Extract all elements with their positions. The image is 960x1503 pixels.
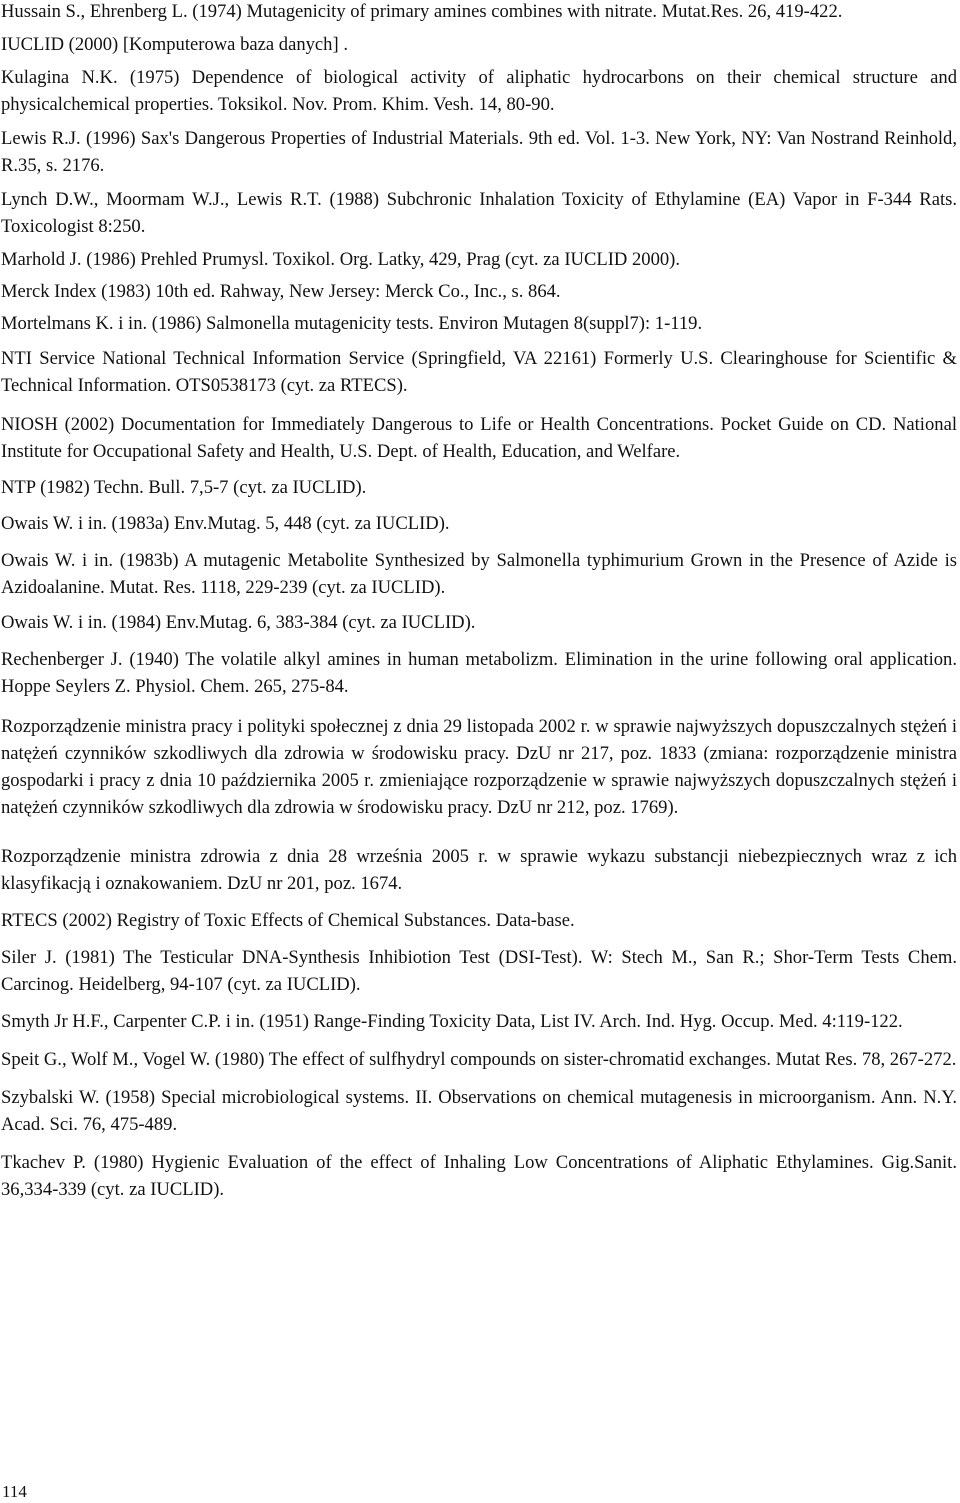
reference-item: IUCLID (2000) [Komputerowa baza danych] . xyxy=(1,34,348,55)
reference-item: NTI Service National Technical Information Service (Springfield, VA 22161) Formerly U.S. Clearinghouse for Scientific & Technical Information. OTS0538173 (cyt. za RTECS). xyxy=(1,348,957,396)
reference-item: RTECS (2002) Registry of Toxic Effects of Chemical Substances. Data-base. xyxy=(1,910,575,931)
reference-item: Mortelmans K. i in. (1986) Salmonella mutagenicity tests. Environ Mutagen 8(suppl7): 1-119. xyxy=(1,313,703,334)
reference-item: Tkachev P. (1980) Hygienic Evaluation of the effect of Inhaling Low Concentrations of Aliphatic Ethylamines. Gig.Sanit. 36,334-339 (cyt. za IUCLID). xyxy=(1,1152,957,1200)
reference-item: Rozporządzenie ministra pracy i polityki społecznej z dnia 29 listopada 2002 r. w sprawie najwyższych dopuszczalnych stężeń i natężeń czynników szkodliwych dla zdrowia w środowisku pracy. DzU nr 217, poz. 1833 (zmiana: rozporządzenie ministra gospodarki i pracy z dnia 10 października 2005 r. zmieniające rozporządzenie w sprawie najwyższych dopuszczalnych stężeń i natężeń czynników szkodliwych dla zdrowia w środowisku pracy. DzU nr 212, poz. 1769). xyxy=(1,716,957,818)
reference-item: Rozporządzenie ministra zdrowia z dnia 28 września 2005 r. w sprawie wykazu substancji niebezpiecznych wraz z ich klasyfikacją i oznakowaniem. DzU nr 201, poz. 1674. xyxy=(1,846,957,894)
reference-item: Rechenberger J. (1940) The volatile alkyl amines in human metabolizm. Elimination in the urine following oral application. Hoppe Seylers Z. Physiol. Chem. 265, 275-84. xyxy=(1,649,957,697)
reference-item: NTP (1982) Techn. Bull. 7,5-7 (cyt. za IUCLID). xyxy=(1,477,367,498)
reference-item: Owais W. i in. (1983a) Env.Mutag. 5, 448 (cyt. za IUCLID). xyxy=(1,513,450,534)
reference-item: NIOSH (2002) Documentation for Immediately Dangerous to Life or Health Concentrations. Pocket Guide on CD. National Institute for Occupational Safety and Health, U.S. Dept. of Health, Education, and Welfare. xyxy=(1,414,957,462)
reference-item: Kulagina N.K. (1975) Dependence of biological activity of aliphatic hydrocarbons on their chemical structure and physicalchemical properties. Toksikol. Nov. Prom. Khim. Vesh. 14, 80-90. xyxy=(1,67,957,115)
reference-item: Owais W. i in. (1984) Env.Mutag. 6, 383-384 (cyt. za IUCLID). xyxy=(1,612,476,633)
page-number: 114 xyxy=(2,1482,27,1501)
reference-item: Siler J. (1981) The Testicular DNA-Synthesis Inhibiotion Test (DSI-Test). W: Stech M., San R.; Shor-Term Tests Chem. Carcinog. Heidelberg, 94-107 (cyt. za IUCLID). xyxy=(1,947,957,995)
reference-item: Merck Index (1983) 10th ed. Rahway, New Jersey: Merck Co., Inc., s. 864. xyxy=(1,281,561,302)
reference-item: Lynch D.W., Moormam W.J., Lewis R.T. (1988) Subchronic Inhalation Toxicity of Ethylamine (EA) Vapor in F-344 Rats. Toxicologist 8:250. xyxy=(1,189,957,237)
reference-item: Szybalski W. (1958) Special microbiological systems. II. Observations on chemical mutagenesis in microorganism. Ann. N.Y. Acad. Sci. 76, 475-489. xyxy=(1,1087,957,1135)
reference-item: Speit G., Wolf M., Vogel W. (1980) The effect of sulfhydryl compounds on sister-chromatid exchanges. Mutat Res. 78, 267-272. xyxy=(1,1049,957,1070)
reference-item: Smyth Jr H.F., Carpenter C.P. i in. (1951) Range-Finding Toxicity Data, List IV. Arch. Ind. Hyg. Occup. Med. 4:119-122. xyxy=(1,1011,903,1032)
reference-list xyxy=(1,0,957,1203)
reference-item: Marhold J. (1986) Prehled Prumysl. Toxikol. Org. Latky, 429, Prag (cyt. za IUCLID 2000). xyxy=(1,249,680,270)
reference-item: Owais W. i in. (1983b) A mutagenic Metabolite Synthesized by Salmonella typhimurium Grown in the Presence of Azide is Azidoalanine. Mutat. Res. 1118, 229-239 (cyt. za IUCLID). xyxy=(1,550,957,598)
reference-item: Lewis R.J. (1996) Sax's Dangerous Properties of Industrial Materials. 9th ed. Vol. 1-3. New York, NY: Van Nostrand Reinhold, R.35, s. 2176. xyxy=(1,128,957,176)
reference-item: Hussain S., Ehrenberg L. (1974) Mutagenicity of primary amines combines with nitrate. Mutat.Res. 26, 419-422. xyxy=(1,1,843,22)
